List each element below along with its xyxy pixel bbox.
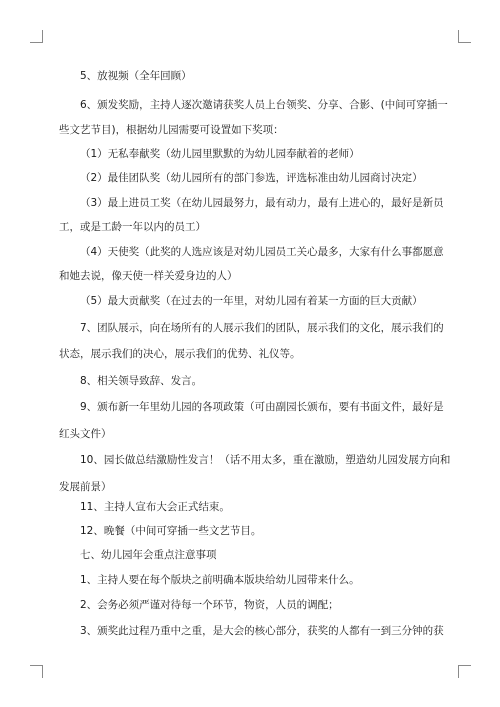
text-line: 6、颁发奖励，主持人逐次邀请获奖人员上台领奖、分享、合影、(中间可穿插一 — [80, 99, 448, 111]
text-line: （2）最佳团队奖（幼儿园所有的部门参选，评选标准由幼儿园商讨决定） — [80, 172, 423, 184]
text-line: 红头文件） — [59, 428, 112, 440]
text-line: 发展前景） — [59, 481, 112, 493]
crop-mark-bottom-right — [458, 665, 471, 678]
text-line: 8、相关领导致辞、发言。 — [80, 375, 203, 387]
text-line: （4）天使奖（此奖的人选应该是对幼儿园员工关心最多，大家有什么事都愿意 — [80, 246, 444, 258]
text-line: 状态，展示我们的决心，展示我们的优势、礼仪等。 — [59, 348, 301, 360]
text-line: 7、团队展示，向在场所有的人展示我们的团队，展示我们的文化，展示我们的 — [80, 322, 444, 334]
section-heading: 七、幼儿园年会重点注意事项 — [80, 549, 217, 561]
text-line: （3）最上进员工奖（在幼儿园最努力，最有动力，最有上进心的，最好是新员 — [80, 197, 444, 209]
text-line: 些文艺节目)，根据幼儿园需要可设置如下奖项： — [59, 124, 284, 136]
text-line: （1）无私奉献奖（幼儿园里默默的为幼儿园奉献着的老师） — [80, 148, 360, 160]
text-line: 11、主持人宣布大会正式结束。 — [80, 501, 230, 513]
text-line: 12、晚餐（中间可穿插一些文艺节目。 — [80, 525, 262, 537]
text-line: 2、会务必须严谨对待每一个环节，物资，人员的调配； — [80, 599, 339, 611]
text-line: 和她去说，像天使一样关爱身边的人） — [59, 270, 238, 282]
text-line: 10、园长做总结激励性发言！（话不用太多，重在激励，塑造幼儿园发展方向和 — [80, 454, 451, 466]
text-line: 9、颁布新一年里幼儿园的各项政策（可由副园长颁布，要有书面文件，最好是 — [80, 401, 444, 413]
text-line: 5、放视频（全年回顾） — [80, 70, 192, 82]
text-line: 3、颁奖此过程乃重中之重，是大会的核心部分，获奖的人都有一到三分钟的获 — [80, 625, 444, 637]
crop-mark-bottom-left — [30, 665, 43, 678]
text-line: 工，或是工龄一年以内的员工） — [59, 221, 206, 233]
text-line: 1、主持人要在每个版块之前明确本版块给幼儿园带来什么。 — [80, 574, 360, 586]
crop-mark-top-right — [458, 30, 471, 43]
text-line: （5）最大贡献奖（在过去的一年里，对幼儿园有着某一方面的巨大贡献） — [80, 295, 423, 307]
crop-mark-top-left — [30, 30, 43, 43]
